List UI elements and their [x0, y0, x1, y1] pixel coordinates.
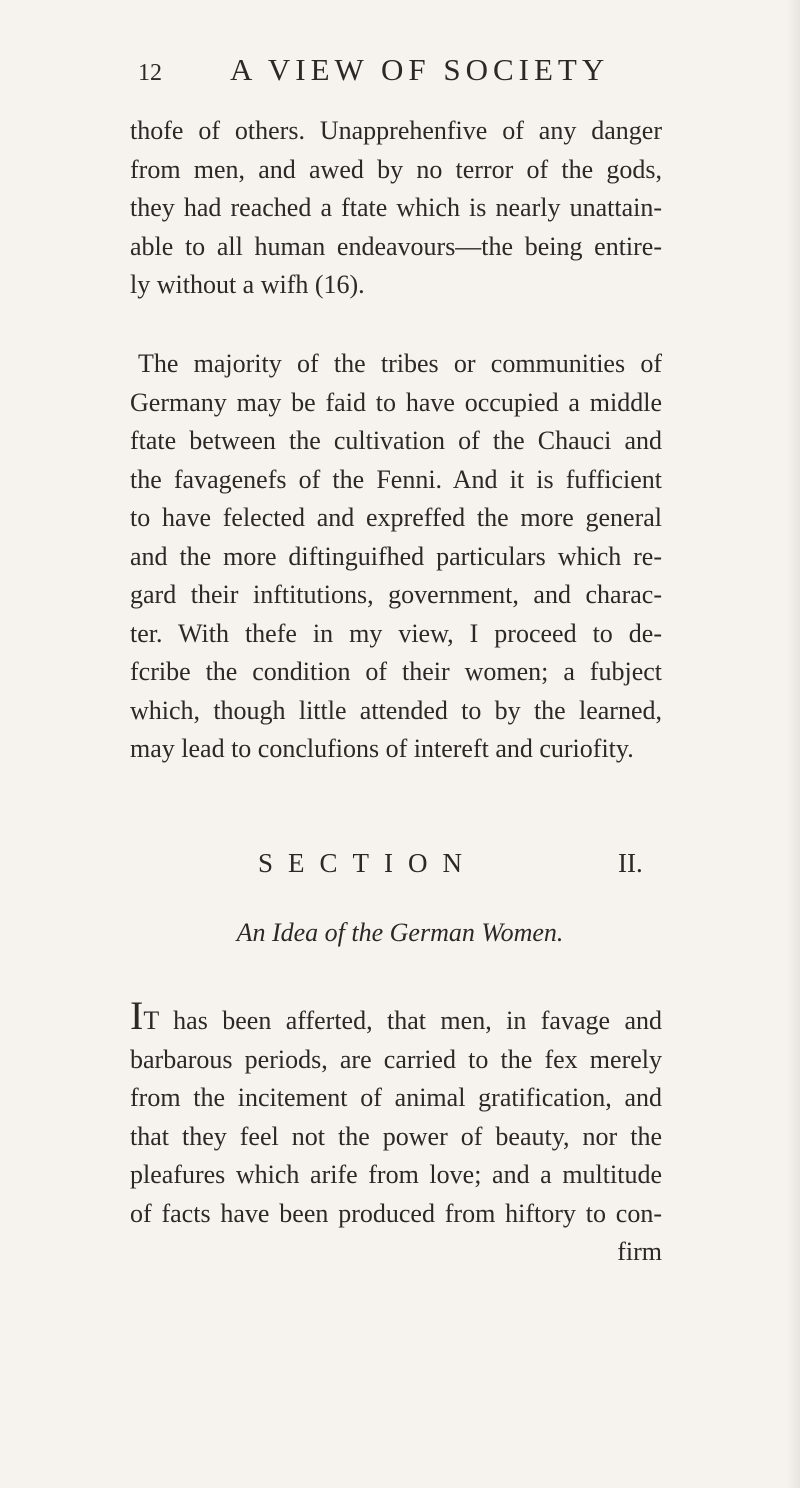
text-line: pleafures which arife from love; and a multitude — [130, 1160, 662, 1189]
text-line-first — [130, 993, 662, 1041]
section-number: II. — [618, 848, 643, 878]
drop-cap: I — [130, 993, 144, 1038]
text-line: from the incitement of animal gratification, and — [130, 1083, 662, 1112]
paragraph-3 — [130, 993, 662, 1272]
text-line: ly without a wifh (16). — [130, 270, 365, 299]
page-header — [138, 52, 678, 92]
paragraph-2 — [130, 345, 662, 769]
page-number: 12 — [138, 60, 162, 86]
text-line: which, though little attended to by the learned, — [130, 695, 662, 725]
paragraph-1 — [130, 112, 662, 305]
text-line-rest: T has been afferted, that men, in favage and — [143, 1006, 662, 1035]
text-line: able to all human endeavours—the being entire- — [130, 231, 662, 261]
text-line: they had reached a ftate which is nearly unattain- — [130, 193, 662, 222]
text-line: that they feel not the power of beauty, nor the — [130, 1121, 662, 1151]
text-line: barbarous periods, are carried to the fex merely — [130, 1044, 662, 1074]
text-line: The majority of the tribes or communities of — [138, 349, 662, 378]
text-line: from men, and awed by no terror of the gods, — [130, 154, 662, 184]
text-line: to have felected and expreffed the more general — [130, 503, 662, 532]
text-line: ter. With thefe in my view, I proceed to de- — [130, 618, 662, 648]
catchword: firm — [617, 1237, 662, 1266]
section-subtitle: An Idea of the German Women. — [236, 918, 564, 947]
section-title: SECTION — [258, 848, 477, 878]
text-line: gard their inftitutions, government, and charac- — [130, 580, 662, 609]
text-line: fcribe the condition of their women; a fubject — [130, 657, 662, 686]
text-line: may lead to conclufions of intereft and curiofity. — [130, 734, 634, 763]
page-edge-shadow — [786, 0, 800, 1488]
text-line: ftate between the cultivation of the Chauci and — [130, 426, 662, 455]
text-line: the favagenefs of the Fenni. And it is fufficient — [130, 464, 662, 494]
text-line: thofe of others. Unapprehenfive of any danger — [130, 116, 662, 145]
text-line: of facts have been produced from hiftory to con- — [130, 1198, 662, 1228]
text-line: and the more diftinguifhed particulars which re- — [130, 541, 662, 571]
text-line: Germany may be faid to have occupied a middle — [130, 387, 662, 417]
running-head: A VIEW OF SOCIETY — [230, 52, 610, 87]
